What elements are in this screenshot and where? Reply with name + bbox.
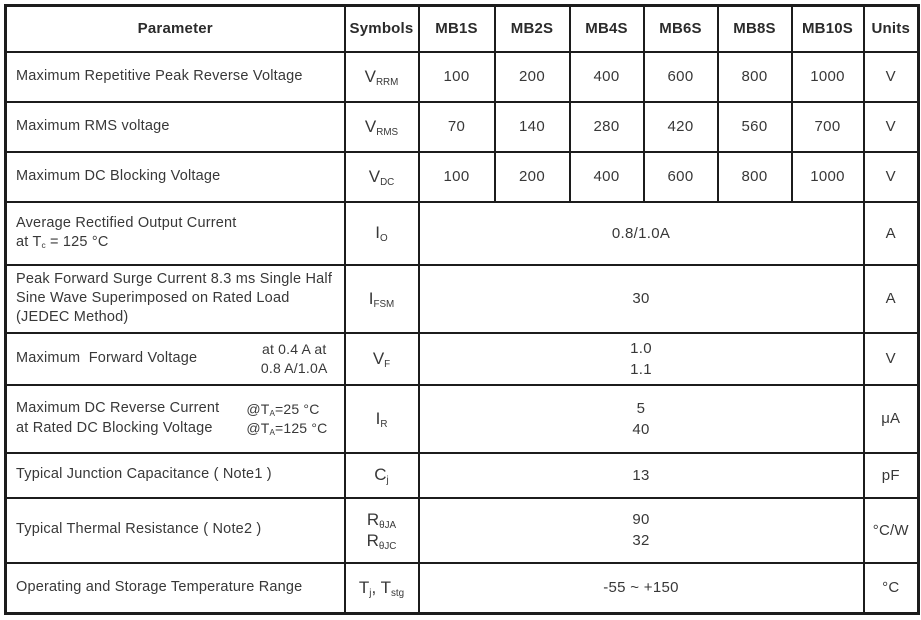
value-cell: 1.0 1.1	[419, 333, 864, 385]
parameter-text: Typical Thermal Resistance ( Note2 )	[16, 521, 262, 538]
value-cell: 600	[644, 52, 718, 102]
value-cell: 100	[419, 152, 495, 202]
column-header-mb4s: MB4S	[570, 6, 644, 52]
value-cell: 90 32	[419, 498, 864, 563]
unit-cell: V	[864, 152, 919, 202]
parameter-cell	[6, 202, 345, 265]
symbol-cell	[345, 498, 419, 563]
value-cell: 200	[495, 152, 570, 202]
symbol-cell	[345, 202, 419, 265]
parameter-cell	[6, 152, 345, 202]
value-cell: 70	[419, 102, 495, 152]
parameter-cell	[6, 453, 345, 498]
value-cell: 5 40	[419, 385, 864, 453]
symbol-cell	[345, 453, 419, 498]
symbol-text: $V_{RMS}$	[364, 116, 399, 138]
parameter-cell	[6, 102, 345, 152]
parameter-text: Maximum Repetitive Peak Reverse Voltage	[16, 67, 303, 84]
value-cell: 280	[570, 102, 644, 152]
symbol-cell	[345, 265, 419, 333]
value-cell: 30	[419, 265, 864, 333]
symbol-cell	[345, 52, 419, 102]
table-row-cj	[6, 453, 919, 498]
parameter-cell	[6, 498, 345, 563]
unit-cell: A	[864, 265, 919, 333]
value-cell: 700	[792, 102, 864, 152]
symbol-cell	[345, 333, 419, 385]
column-header-parameter: Parameter	[6, 6, 345, 52]
symbol-cell	[345, 102, 419, 152]
value-cell: 200	[495, 52, 570, 102]
unit-cell: μA	[864, 385, 919, 453]
table-row-vrms	[6, 102, 919, 152]
value-cell: 800	[718, 52, 792, 102]
unit-cell: °C	[864, 563, 919, 614]
symbol-text: $R_{\theta JC}$	[366, 531, 397, 552]
unit-cell: V	[864, 102, 919, 152]
unit-cell: A	[864, 202, 919, 265]
symbol-text: $V_{RRM}$	[364, 66, 399, 88]
value-cell: 400	[570, 152, 644, 202]
symbol-text: $R_{\theta JA}$	[366, 509, 397, 531]
value-cell: 420	[644, 102, 718, 152]
parameter-text: Sine Wave Superimposed on Rated Load	[16, 289, 290, 306]
parameter-text: Average Rectified Output Current	[16, 214, 237, 231]
symbol-cell	[345, 385, 419, 453]
value-cell: 140	[495, 102, 570, 152]
symbol-text: $I_R$	[375, 408, 388, 430]
header-row	[6, 6, 919, 52]
table-row-vf	[6, 333, 919, 385]
parameter-text: Maximum RMS voltage	[16, 117, 170, 134]
value-cell: -55 ~ +150	[419, 563, 864, 614]
table-row-ifsm	[6, 265, 919, 333]
symbol-text: $I_{FSM}$	[368, 288, 395, 310]
symbol-text: $C_j$	[374, 465, 389, 487]
value-cell: 0.8/1.0A	[419, 202, 864, 265]
value-cell: 800	[718, 152, 792, 202]
table-row-vrrm	[6, 52, 919, 102]
test-condition: at 0.4 A at 0.8 A/1.0A	[260, 341, 328, 376]
column-header-mb8s: MB8S	[718, 6, 792, 52]
parameter-cell	[6, 52, 345, 102]
unit-cell: V	[864, 52, 919, 102]
test-condition: $@T_A=25$ °C $@T_A=125$ °C	[246, 401, 328, 437]
unit-cell: pF	[864, 453, 919, 498]
column-header-mb2s: MB2S	[495, 6, 570, 52]
table-row-ir	[6, 385, 919, 453]
spec-table	[4, 4, 920, 615]
symbol-text: $V_F$	[372, 348, 391, 370]
value-cell: 600	[644, 152, 718, 202]
table-row-tstg	[6, 563, 919, 614]
parameter-cell	[6, 265, 345, 333]
symbol-text: $T_j$, $T_{stg}$	[358, 578, 405, 599]
symbol-cell	[345, 563, 419, 614]
value-cell: 13	[419, 453, 864, 498]
column-header-symbols: Symbols	[345, 6, 419, 52]
parameter-text: Typical Junction Capacitance ( Note1 )	[16, 466, 272, 483]
value-cell: 100	[419, 52, 495, 102]
column-header-mb1s: MB1S	[419, 6, 495, 52]
column-header-mb6s: MB6S	[644, 6, 718, 52]
parameter-text: at $T_c = 125$ °C	[16, 234, 109, 251]
symbol-text: $I_O$	[375, 223, 388, 245]
table-row-io	[6, 202, 919, 265]
parameter-text: at Rated DC Blocking Voltage	[16, 419, 213, 436]
symbol-text: $V_{DC}$	[368, 166, 395, 188]
value-cell: 400	[570, 52, 644, 102]
parameter-text: Peak Forward Surge Current 8.3 ms Single Half	[16, 270, 333, 287]
value-cell: 560	[718, 102, 792, 152]
parameter-text: Maximum DC Reverse Current	[16, 400, 220, 417]
parameter-text: Operating and Storage Temperature Range	[16, 579, 303, 596]
unit-cell: °C/W	[864, 498, 919, 563]
column-header-mb10s: MB10S	[792, 6, 864, 52]
unit-cell: V	[864, 333, 919, 385]
table-row-vdc	[6, 152, 919, 202]
column-header-units: Units	[864, 6, 919, 52]
parameter-cell	[6, 333, 345, 385]
parameter-cell	[6, 563, 345, 614]
parameter-text: (JEDEC Method)	[16, 309, 129, 326]
parameter-cell	[6, 385, 345, 453]
parameter-text: Maximum DC Blocking Voltage	[16, 167, 221, 184]
symbol-cell	[345, 152, 419, 202]
value-cell: 1000	[792, 52, 864, 102]
table-row-rth	[6, 498, 919, 563]
value-cell: 1000	[792, 152, 864, 202]
parameter-text: Maximum Forward Voltage	[16, 349, 198, 366]
